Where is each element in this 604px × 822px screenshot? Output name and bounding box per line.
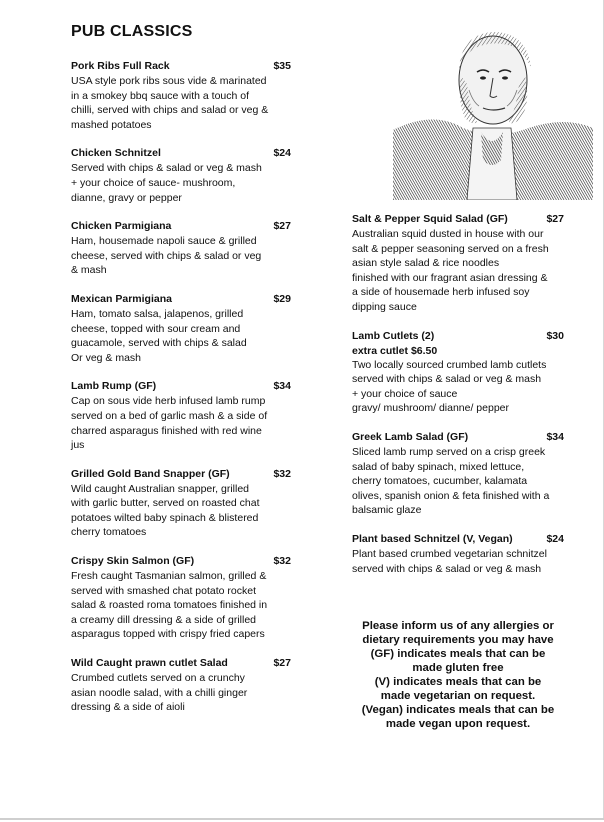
menu-item xyxy=(71,655,291,715)
item-description: Australian squid dusted in house with our salt & pepper seasoning served on a fresh asian style salad & rice noodles finished with our fragrant asian dressing & a side of housemade herb infused soy dipping sauce xyxy=(352,228,549,313)
item-name: Crispy Skin Salmon (GF) xyxy=(71,555,195,568)
item-price: $34 xyxy=(546,430,564,443)
item-description: Ham, housemade napoli sauce & grilled cheese, served with chips & salad or veg & mash xyxy=(71,235,262,277)
menu-title: PUB CLASSICS xyxy=(71,23,193,40)
item-extra: extra cutlet $6.50 xyxy=(352,344,438,357)
dietary-notice: Please inform us of any allergies or dietary requirements you may have (GF) indicates meals that can be made gluten free (V) indicates meals that can be made vegetarian on request. (Vegan) indicates meals that can be made vegan upon request. xyxy=(361,620,555,730)
item-price: $34 xyxy=(273,380,291,393)
menu-item xyxy=(352,531,564,576)
menu-item xyxy=(71,291,291,365)
item-description: Plant based crumbed vegetarian schnitzel served with chips & salad or veg & mash xyxy=(352,547,547,575)
item-price: $30 xyxy=(546,329,564,342)
item-description: Sliced lamb rump served on a crisp greek salad of baby spinach, mixed lettuce, cherry tomatoes, cucumber, kalamata olives, spanish onion & feta finished with a balsamic glaze xyxy=(352,445,550,517)
item-description: Wild caught Australian snapper, grilled with garlic butter, served on roasted chat potatoes wilted baby spinach & blistered cherry tomatoes xyxy=(71,482,260,539)
menu-item xyxy=(352,211,564,315)
item-description: Crumbed cutlets served on a crunchy asian noodle salad, with a chilli ginger dressing & a side of aioli xyxy=(71,672,248,714)
item-name: Chicken Schnitzel xyxy=(71,147,161,160)
right-menu-column xyxy=(352,211,564,589)
item-price: $24 xyxy=(273,147,291,160)
item-name: Lamb Rump (GF) xyxy=(71,380,157,393)
item-description: Fresh caught Tasmanian salmon, grilled & served with smashed chat potato rocket salad & roasted roma tomatoes finished in a creamy dill dressing & a side of grilled asparagus topped with crispy fried capers xyxy=(71,570,268,641)
item-price: $35 xyxy=(273,60,291,72)
menu-item xyxy=(352,328,564,416)
item-description: Ham, tomato salsa, jalapenos, grilled cheese, topped with sour cream and guacamole, served with chips & salad Or veg & mash xyxy=(71,307,247,364)
item-price: $27 xyxy=(273,657,291,670)
item-price: $27 xyxy=(546,213,564,225)
menu-item xyxy=(71,378,291,452)
item-price: $32 xyxy=(273,555,291,568)
engraved-portrait-image xyxy=(393,10,593,200)
item-description: Two locally sourced crumbed lamb cutlets served with chips & salad or veg & mash + your choice of sauce gravy/ mushroom/ dianne/ pepper xyxy=(352,358,547,415)
menu-item xyxy=(71,466,291,540)
item-name: Pork Ribs Full Rack xyxy=(71,60,170,72)
menu-item xyxy=(71,145,291,205)
page-bottom-divider xyxy=(0,818,604,820)
item-price: $32 xyxy=(273,467,291,480)
item-name: Plant based Schnitzel (V, Vegan) xyxy=(352,532,513,545)
item-name: Lamb Cutlets (2) xyxy=(352,329,435,342)
menu-item xyxy=(71,218,291,278)
item-name: Chicken Parmigiana xyxy=(71,220,172,233)
item-name: Grilled Gold Band Snapper (GF) xyxy=(71,467,230,480)
menu-item xyxy=(71,58,291,132)
item-name: Salt & Pepper Squid Salad (GF) xyxy=(352,213,508,225)
item-name: Wild Caught prawn cutlet Salad xyxy=(71,657,228,670)
item-description: USA style pork ribs sous vide & marinated in a smokey bbq sauce with a touch of chilli, served with chips and salad or veg & mashed potatoes xyxy=(71,75,269,131)
item-price: $29 xyxy=(273,292,291,305)
item-price: $27 xyxy=(273,220,291,233)
item-description: Served with chips & salad or veg & mash + your choice of sauce- mushroom, dianne, gravy or pepper xyxy=(71,162,262,204)
item-name: Greek Lamb Salad (GF) xyxy=(352,430,469,443)
menu-item xyxy=(71,553,291,642)
item-price: $24 xyxy=(546,532,564,545)
menu-item xyxy=(352,429,564,518)
item-description: Cap on sous vide herb infused lamb rump served on a bed of garlic mash & a side of charred asparagus finished with red wine jus xyxy=(71,395,268,452)
left-menu-column xyxy=(71,58,291,728)
item-name: Mexican Parmigiana xyxy=(71,292,172,305)
